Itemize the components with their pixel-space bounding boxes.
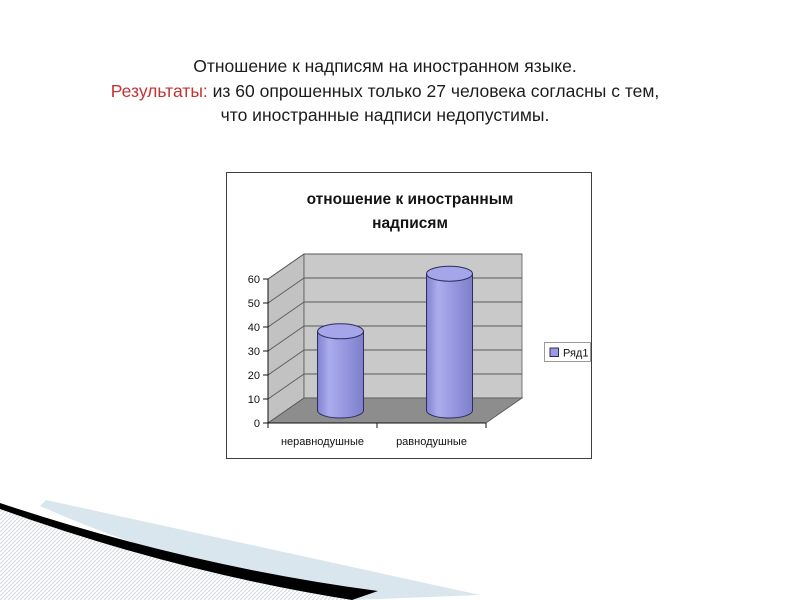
heading-block: [15, 54, 755, 128]
y-axis-label: 50: [247, 298, 260, 310]
legend-label: Ряд1: [563, 347, 589, 360]
y-axis-label: 0: [253, 418, 260, 430]
y-axis-label: 20: [247, 370, 260, 382]
heading-line-2-text: из 60 опрошенных только 27 человека согласны с тем,: [207, 80, 660, 101]
cylinder-bar-body: [318, 331, 364, 418]
plot-floor: [268, 398, 522, 423]
cylinder-bar-top: [427, 266, 473, 281]
heading-results-label: Результаты:: [110, 80, 208, 101]
category-label: равнодушные: [396, 436, 467, 448]
heading-line-2: [15, 79, 755, 104]
legend-marker: [550, 348, 559, 357]
chart-frame: [226, 172, 592, 459]
category-label: неравнодушные: [280, 436, 365, 448]
y-axis-label: 60: [247, 274, 260, 286]
y-axis-label: 40: [247, 322, 260, 334]
decor-blue-swoosh: [40, 500, 480, 600]
decor-black-swoosh: [0, 503, 378, 600]
heading-line-3: что иностранные надписи недопустимы.: [220, 105, 550, 125]
heading-line-1: Отношение к надписям на иностранном языке.: [193, 56, 577, 76]
cylinder-chart: [227, 173, 591, 458]
cylinder-bar-top: [318, 324, 364, 339]
chart-title: отношение к иностранным надписям: [306, 191, 514, 232]
cylinder-bar-body: [427, 274, 473, 418]
decor-hatched-triangle: [0, 506, 352, 600]
y-axis-label: 10: [247, 394, 260, 406]
y-axis-label: 30: [247, 346, 260, 358]
